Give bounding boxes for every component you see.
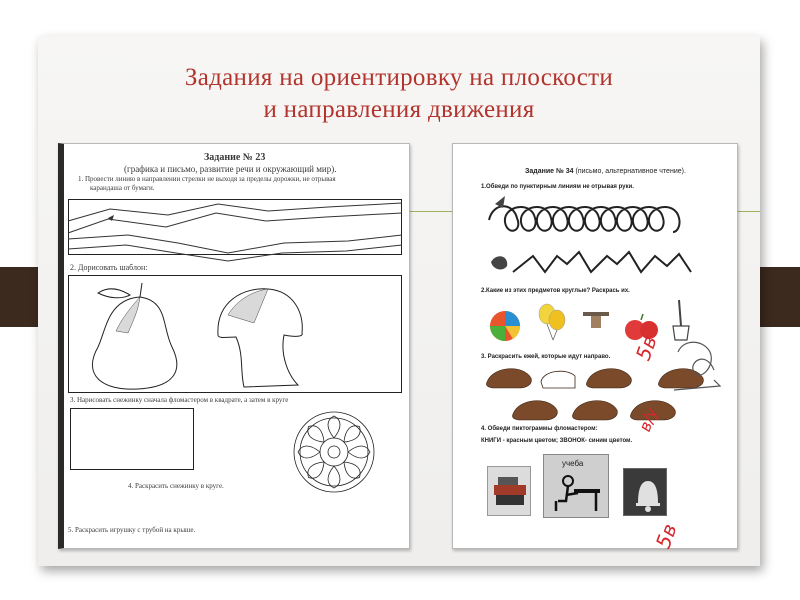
worksheet-left — [58, 143, 410, 549]
right-heading — [525, 168, 686, 175]
left-task-1: 1. Провести линию в направлении стрелки не выходя за пределы дорожки, не отрывая — [78, 175, 336, 183]
snowflake-circle-drawing — [266, 410, 406, 494]
right-task-3: 3. Раскрасить ежей, которые идут направо. — [481, 354, 611, 360]
right-heading-note: (письмо, альтернативное чтение). — [575, 168, 686, 175]
student-at-desk-icon — [544, 455, 610, 519]
left-task-1-cont: карандаша от бумаги. — [90, 184, 155, 192]
bell-pictogram[interactable] — [623, 468, 667, 516]
title-line-1: Задания на ориентировку на плоскости — [184, 64, 614, 91]
left-heading: Задание № 23 — [204, 152, 266, 163]
left-task-5: 5. Раскрасить игрушку с трубой на крыше. — [68, 526, 196, 534]
bell-icon — [624, 469, 668, 517]
tracing-loops — [483, 192, 723, 282]
grade-mark-3: 5в — [650, 520, 682, 552]
left-task-3: 3. Нарисовать снежинку сначала фломастером в квадрате, а затем в круге — [70, 396, 289, 404]
snowflake-square-box[interactable] — [70, 408, 194, 470]
books-pictogram[interactable] — [487, 466, 531, 516]
path-lines — [68, 199, 408, 269]
school-desk-pictogram[interactable] — [543, 454, 609, 518]
right-frame-bar — [756, 267, 800, 327]
left-subheading: (графика и письмо, развитие речи и окружающий мир). — [124, 164, 337, 174]
right-task-4-note: КНИГИ - красным цветом; ЗВОНОК- синим цветом. — [481, 438, 633, 444]
title-line-2: и направления движения — [263, 96, 535, 123]
right-heading-number: Задание № 34 — [525, 168, 574, 175]
left-task-2: 2. Дорисовать шаблон: — [70, 263, 148, 272]
pictogram-label: учеба — [562, 459, 584, 468]
pear-and-mushroom-drawing — [68, 275, 408, 395]
left-frame-bar — [0, 267, 42, 327]
books-icon — [488, 467, 532, 517]
slide-title — [38, 62, 760, 126]
right-task-2: 2.Какие из этих предметов круглые? Раскрась их. — [481, 288, 630, 294]
grade-mark-1: 5в — [630, 332, 662, 364]
grade-mark-2: в/у — [635, 404, 662, 435]
right-task-1: 1.Обведи по пунктирным линиям не отрывая руки. — [481, 184, 634, 190]
left-task-4: 4. Раскрасить снежинку в круге. — [128, 482, 224, 490]
right-task-4: 4. Обведи пиктограммы фломастером: — [481, 426, 598, 432]
handwritten-scribble — [664, 332, 734, 412]
